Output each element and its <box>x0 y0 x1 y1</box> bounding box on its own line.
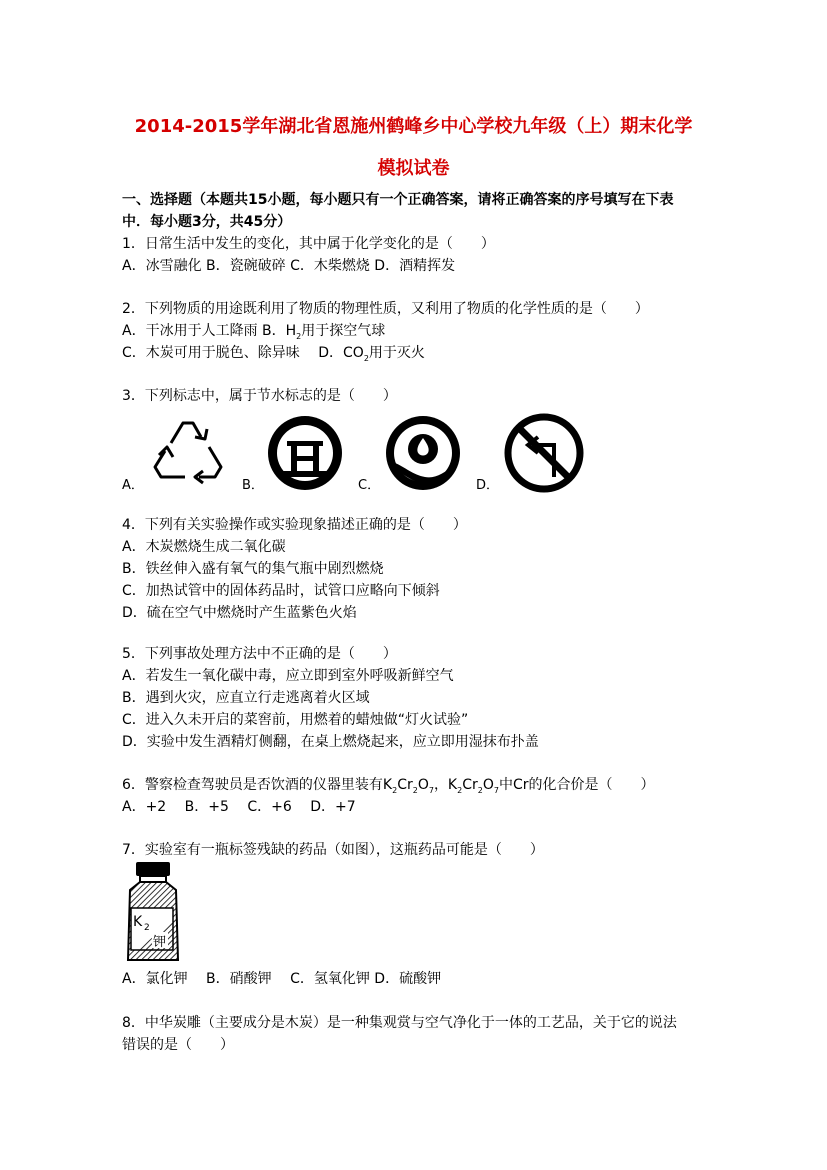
q6-formula1-o: O <box>417 777 429 793</box>
q6-stem-end: 中Cr的化合价是（ ） <box>498 777 655 793</box>
q5-option-b: B．遇到火灾，应直立行走逃离着火区域 <box>122 690 370 706</box>
q5-option-a: A．若发生一氧化碳中毒，应立即到室外呼吸新鲜空气 <box>122 668 454 684</box>
q3-label-d: D． <box>476 478 500 493</box>
q6-formula1-sub-b: 2 <box>412 785 418 795</box>
q8-stem-line-2: 错误的是（ ） <box>122 1037 234 1053</box>
q2-d-text: 用于灭火 <box>368 345 425 361</box>
q2-b-text: 用于探空气球 <box>301 323 386 339</box>
bottle-label-k: K <box>133 914 143 930</box>
q6-formula2-o: O <box>482 777 494 793</box>
q4-stem: 4．下列有关实验操作或实验现象描述正确的是（ ） <box>122 517 467 533</box>
q6-formula2-cr: Cr <box>462 777 478 793</box>
q6-stem <box>122 774 655 795</box>
q3-label-a: A． <box>122 478 144 493</box>
q2-a-text: A．干冰用于人工降雨 B．H <box>122 323 297 339</box>
q3-stem: 3．下列标志中，属于节水标志的是（ ） <box>122 388 397 404</box>
section-heading-line-2: 中．每小题3分，共45分） <box>122 214 292 230</box>
q6-formula1-cr: Cr <box>397 777 413 793</box>
reagent-bottle-icon <box>122 860 184 964</box>
q2-c-text: C．木炭可用于脱色、除异味 D．CO <box>122 345 364 361</box>
q6-formula2-sub-a: 2 <box>457 785 463 795</box>
q4-option-d: D．硫在空气中燃烧时产生蓝紫色火焰 <box>122 605 357 621</box>
q4-option-c: C．加热试管中的固体药品时，试管口应略向下倾斜 <box>122 583 440 599</box>
q6-stem-start: 6．警察检查驾驶员是否饮酒的仪器里装有K <box>122 777 393 793</box>
q6-formula2-sub-c: 7 <box>493 785 499 795</box>
q4-option-a: A．木炭燃烧生成二氧化碳 <box>122 539 286 555</box>
q5-option-d: D．实验中发生酒精灯侧翻，在桌上燃烧起来，应立即用湿抹布扑盖 <box>122 734 539 750</box>
page-title-line-2: 模拟试卷 <box>377 158 450 179</box>
q6-formula1-sub-a: 2 <box>392 785 398 795</box>
page-title-line-1: 2014-2015学年湖北省恩施州鹤峰乡中心学校九年级（上）期末化学 <box>134 116 693 137</box>
q3-label-c: C． <box>358 478 381 493</box>
no-left-turn-icon <box>502 411 586 495</box>
section-heading-line-1: 一、选择题（本题共15小题，每小题只有一个正确答案，请将正确答案的序号填写在下表 <box>122 192 674 208</box>
q8-stem-line-1: 8．中华炭雕（主要成分是木炭）是一种集观赏与空气净化于一体的工艺品，关于它的说法 <box>122 1015 677 1031</box>
q5-option-c: C．进入久未开启的菜窖前，用燃着的蜡烛做“灯火试验” <box>122 712 469 728</box>
q2-co2-subscript: 2 <box>363 353 369 363</box>
bottle-label-char: 钾 <box>153 935 167 950</box>
recycling-icon <box>145 413 229 487</box>
water-saving-icon-b <box>265 413 345 493</box>
q3-label-b: B． <box>242 478 264 493</box>
q6-formula1-sub-c: 7 <box>428 785 434 795</box>
q1-options: A．冰雪融化 B．瓷碗破碎 C．木柴燃烧 D．酒精挥发 <box>122 258 456 274</box>
q2-options-ab <box>122 320 385 341</box>
q6-options: A．+2 B．+5 C．+6 D．+7 <box>122 799 356 815</box>
q7-stem: 7．实验室有一瓶标签残缺的药品（如图），这瓶药品可能是（ ） <box>122 842 544 858</box>
water-drop-hand-icon <box>383 413 463 493</box>
q1-stem: 1．日常生活中发生的变化，其中属于化学变化的是（ ） <box>122 236 495 252</box>
q5-stem: 5．下列事故处理方法中不正确的是（ ） <box>122 646 397 662</box>
q6-stem-mid: ，K <box>433 777 458 793</box>
q2-options-cd <box>122 342 425 363</box>
bottle-label-subscript: 2 <box>144 923 150 933</box>
q4-option-b: B．铁丝伸入盛有氧气的集气瓶中剧烈燃烧 <box>122 561 384 577</box>
q7-options: A．氯化钾 B．硝酸钾 C．氢氧化钾 D．硫酸钾 <box>122 971 442 987</box>
q2-h2-subscript: 2 <box>296 331 302 341</box>
q6-formula2-sub-b: 2 <box>477 785 483 795</box>
q2-stem: 2．下列物质的用途既利用了物质的物理性质，又利用了物质的化学性质的是（ ） <box>122 301 649 317</box>
